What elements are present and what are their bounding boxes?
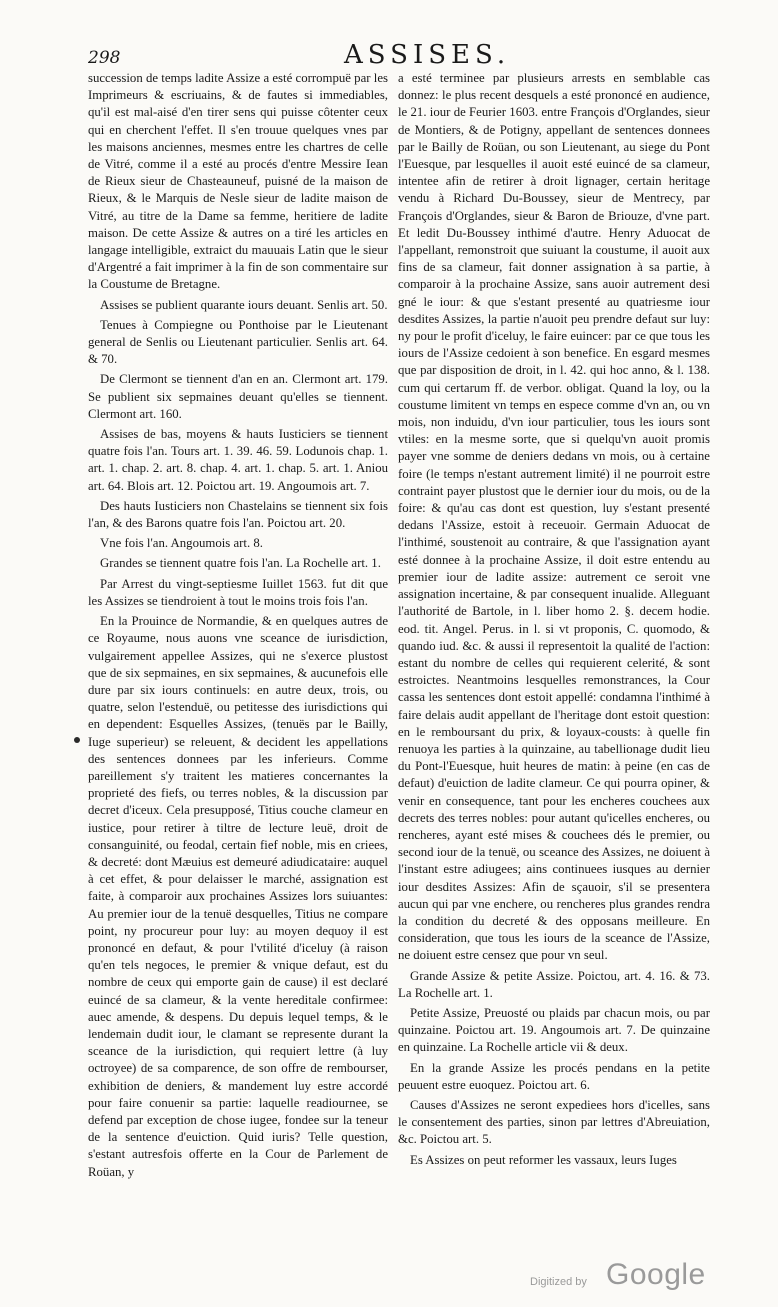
watermark-prefix: Digitized by bbox=[530, 1276, 587, 1288]
paragraph: Vne fois l'an. Angoumois art. 8. bbox=[100, 536, 263, 551]
paragraph: succession de temps ladite Assize a esté corrompuë par les Imprimeurs & escriuains, & de fautes si immediables, qu'il est mal-aisé d'en tirer sens qui puisse côtenter ceux qui en cherchent l'effet. Il s'en trouue quelques vnes par les maisons anciennes, mesmes entre les chartres de celle de Vitré, comme il a esté au procés d'entre Messire Iean de Rieux sieur de Chasteauneuf, puisné de la maison de Rieux, & le Marquis de Nesle sieur de ladite maison de Vitré, au titre de la Dame sa femme, heritiere de ladite maison. De cette Assize & autres on a tiré les articles en langage intelligible, extraict du mauuais Latin que le sieur d'Argentré a fait imprimer à la fin de son commentaire sur la Coustume de Bretagne. bbox=[88, 71, 388, 292]
margin-mark bbox=[74, 737, 80, 743]
paragraph: a esté terminee par plusieurs arrests en semblable cas donnez: le plus recent desquels a esté prononcé en audience, le 21. iour de Feurier 1603. entre François d'Orglandes, sieur de Montiers, & de Potigny, appellant de sentences donnees par le Bailly de Roüan, ou son Lieutenant, au siege du Pont l'Euesque, par lesquelles il auoit esté euincé de sa clameur, intentee afin de retirer à droit lignager, certain heritage vendu à Richard Du-Boussey, sieur de Mentrecy, par François d'Orglandes, sieur & Baron de Briouze, d'vne part. Et ledit Du-Boussey inthimé d'autre. Henry Aduocat de l'appellant, remonstroit que suiuant la coustume, il auoit aux fins de sa clameur, fait donner assignation à sa partie, à comparoir à la prochaine Assize, sans auoir autrement desi gné le iour: & que s'estant presenté au quatriesme iour desdites Assizes, la partie n'auoit peu prendre defaut sur luy: ny pour le profit d'iceluy, le faire euincer: par ce que tous les iours de l'Assize cedoient à son benefice. En esgard mesmes que par disposition de droit, in l. 42. qui hoc anno, & l. 138. cum qui certarum ff. de verbor. obligat. Quand la loy, ou la coustume limitent vn temps en espece comme d'vn an, ou vn mois, non induidu, d'vn iour particulier, tous les iours sont vtiles: en la mesme sorte, que si quelqu'vn auoit promis payer vne somme de deniers dedans vn mois, ou à certaine foire (le temps n'estant autrement limité) il ne pourroit estre contraint payer plustost que le dernier iour du mois, ou de la foire: & qu'au cas dont est question, luy s'estant presenté dedans l'Assize, estoit à receuoir. Germain Aduocat de l'inthimé, soustenoit au contraire, & que l'assignation ayant esté donnee à la prochaine Assize, il doit estre entendu au premier iour de ladite assize: autrement ce seroit vne assignation incertaine, & par consequent inualide. Alleguant l'authorité de Bartole, in l. liber homo 2. §. decem hodie. eod. tit. Angel. Perus. in l. si vt proponis, C. quomodo, & quando iud. &c. & aussi il representoit la qualité de l'action: estant du nombre de celles qui requierent celerité, & sont estroictes. Neantmoins lesquelles remonstrances, la Cour cassa les sentences dont estoit appellé: condamna l'inthimé à faire delais audit appellant de l'heritage dont estoit question: en le remboursant du prix, & loyaux-cousts: à quelle fin renuoya les parties à la quinzaine, au tabellionage dudit lieu du Pont-l'Euesque, huit heures de matin: à peine (en cas de defaut) d'euiction de ladite clameur. Ce qui pourra opiner, & venir en consequence, tant pour les encheres couchees aux decrets des terres nobles: pour autant qu'icelles encheres, ou rencheres, ayant esté mises & couchees dés le premier, ou second iour de la tenuë, ou sceance des Assizes, ne doiuent à l'instant estre adiugees; ains continuees iusques au dernier iour desdites Assizes: Afin de sçauoir, s'il se presentera aucun qui par vne enchere, ou rencheres plus grandes rendra la condition du decreté & des opposans meilleure. En consideration, que tous les iours de la sceance de l'Assize, ne doiuent estre censez que pour vn seul. bbox=[398, 71, 710, 963]
paragraph: De Clermont se tiennent d'an en an. Clermont art. 179. Se publient six sepmaines deuant qu'elles se tiennent. Clermont art. 160. bbox=[88, 372, 388, 421]
paragraph: Es Assizes on peut reformer les vassaux, leurs Iuges bbox=[410, 1152, 677, 1167]
running-title: ASSISES. bbox=[344, 40, 511, 70]
left-column bbox=[88, 70, 388, 1250]
paragraph: Causes d'Assizes ne seront expediees hors d'icelles, sans le consentement des parties, sinon par lettres d'Abreuiation, &c. Poictou art. 5. bbox=[398, 1097, 710, 1147]
paragraph: En la Prouince de Normandie, & en quelques autres de ce Royaume, nous auons vne sceance de iurisdiction, vulgairement appellee Assizes, qui ne s'exerce plustost que de six sepmaines, en six sepmaines, & aucunefois elle dure par six iours continuels: en autre deux, trois, ou quatre, selon l'estenduë, ou petitesse des iurisdictions qui en dependent: Esquelles Assizes, (tenuës par le Bailly, Iuge superieur) se releuent, & decident les appellations des sentences donnees par les inferieurs. Comme pareillement s'y traitent les matieres concernantes la proprieté des fiefs, ou terres nobles, & la discussion par decret d'iceux. Cela presupposé, Titius couche clameur en iustice, pour retirer à tiltre de lecture leuë, droit de consanguinité, ou feodal, certain fief noble, mis en criees, & decreté: dont Mæuius est demeuré adiudicataire: auquel à cet effet, & pour delaisser le marché, assignation est faite, à comparoir aux prochaines Assizes lors suiuantes: Au premier iour de la tenuë desquelles, Titius ne compare point, ny procureur pour luy: au moyen dequoy il est prononcé en defaut, & pour l'vtilité d'iceluy (à raison qu'en tels negoces, le premier & vnique defaut, est du nombre de ceux qui emporte gain de cause) il est declaré euincé de sa clameur, & la vente hereditale confirmee: auec amende, & despens. Du depuis lequel temps, & le lendemain dudit iour, le clamant se represente durant la sceance de la iurisdiction, qui requiert lettre (à luy octroyee) de sa comparence, de son offre de rembourser, exhibition de deniers, & mandement luy estre accordé pour faire conuenir sa partie: laquelle readiournee, se defend par exception de chose iugee, fondee sur la teneur de la sentence d'euiction. Quid iuris? Telle question, s'estant autresfois offerte en la Cour de Parlement de Roüan, y bbox=[88, 614, 388, 1179]
paragraph: Par Arrest du vingt-septiesme Iuillet 1563. fut dit que les Assizes se tiendroient à tout le moins trois fois l'an. bbox=[88, 576, 388, 608]
digitized-watermark bbox=[530, 1258, 730, 1298]
paragraph: Grandes se tiennent quatre fois l'an. La Rochelle art. 1. bbox=[100, 556, 381, 571]
google-logo: Google bbox=[606, 1258, 706, 1291]
paragraph: Petite Assize, Preuosté ou plaids par chacun mois, ou par quinzaine. Poictou art. 19. Angoumois art. 7. De quinzaine en quinzaine. La Rochelle article vii & deux. bbox=[398, 1005, 710, 1055]
page-header bbox=[0, 40, 778, 70]
paragraph: En la grande Assize les procés pendans en la petite peuuent estre euoquez. Poictou art. 6. bbox=[398, 1060, 710, 1092]
paragraph: Assises se publient quarante iours deuant. Senlis art. 50. bbox=[100, 297, 388, 312]
page-number: 298 bbox=[88, 48, 121, 68]
paragraph: Tenues à Compiegne ou Ponthoise par le Lieutenant general de Senlis ou Lieutenant particulier. Senlis art. 64. & 70. bbox=[88, 317, 388, 367]
right-column bbox=[398, 70, 710, 1250]
paragraph: Grande Assize & petite Assize. Poictou, art. 4. 16. & 73. La Rochelle art. 1. bbox=[398, 968, 710, 1000]
paragraph: Des hauts Iusticiers non Chastelains se tiennent six fois l'an, & des Barons quatre fois l'an. Poictou art. 20. bbox=[88, 498, 388, 531]
paragraph: Assises de bas, moyens & hauts Iusticiers se tiennent quatre fois l'an. Tours art. 1. 39. 46. 59. Lodunois chap. 1. art. 1. chap. 2. art. 8. chap. 4. art. 1. chap. 5. art. 1. Aniou art. 64. Blois art. 12. Poictou art. 19. Angoumois art. 7. bbox=[88, 427, 388, 493]
